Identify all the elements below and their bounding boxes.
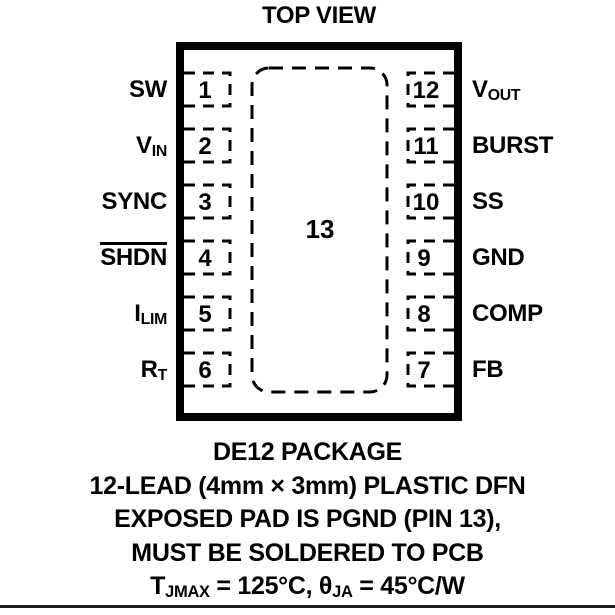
thermal-spec-line: $T_{JMAX} = 125^\circ C$, $\theta_{JA} = 45^\circ C/W$ xyxy=(150,572,465,602)
diagram-title: TOP VIEW xyxy=(261,2,377,29)
pin-number-12: 12 xyxy=(412,77,440,104)
pin-label-sw: SW xyxy=(128,76,167,103)
pin-number-11: 11 xyxy=(413,133,439,160)
solder-note-line: MUST BE SOLDERED TO PCB xyxy=(131,538,484,567)
pin-number-8: 8 xyxy=(417,301,431,328)
package-name-line: DE12 PACKAGE xyxy=(212,438,403,466)
pin-number-5: 5 xyxy=(198,301,212,328)
pin-lead-8 xyxy=(408,297,454,330)
package-size-line: 12-LEAD (4mm × 3mm) PLASTIC DFN xyxy=(89,471,526,500)
pin-label-fb: FB xyxy=(472,356,504,383)
pin-number-2: 2 xyxy=(198,133,212,160)
pin-label-vin: $V_{IN}$ xyxy=(136,132,167,161)
pin-number-6: 6 xyxy=(198,357,212,384)
pin-label-gnd: GND xyxy=(472,244,525,271)
pin-number-10: 10 xyxy=(412,189,440,216)
pin-label-ilim: $I_{LIM}$ xyxy=(134,300,167,329)
pin-number-9: 9 xyxy=(417,245,431,272)
pin-label-ss: SS xyxy=(472,188,504,215)
bottom-divider xyxy=(0,605,615,608)
pin-label-shdn xyxy=(100,242,167,274)
pin-label-vout: $V_{OUT}$ xyxy=(472,76,521,105)
pin-label-sync: SYNC xyxy=(101,188,167,215)
pin-label-burst: BURST xyxy=(472,132,554,159)
pin-label-comp: COMP xyxy=(472,300,543,327)
pin-number-7: 7 xyxy=(417,357,431,384)
pin-lead-7 xyxy=(408,353,454,386)
pin-number-3: 3 xyxy=(198,189,212,216)
pin-number-1: 1 xyxy=(198,77,212,104)
pin-number-4: 4 xyxy=(198,245,212,272)
pin-lead-9 xyxy=(408,241,454,274)
pin-label-rt: $R_T$ xyxy=(140,356,167,385)
shdn-overline: SHDN xyxy=(100,244,167,271)
exposed-pad-number: 13 xyxy=(305,214,335,244)
package-description xyxy=(0,436,615,604)
exposed-pad-line: EXPOSED PAD IS PGND (PIN 13), xyxy=(114,505,501,533)
